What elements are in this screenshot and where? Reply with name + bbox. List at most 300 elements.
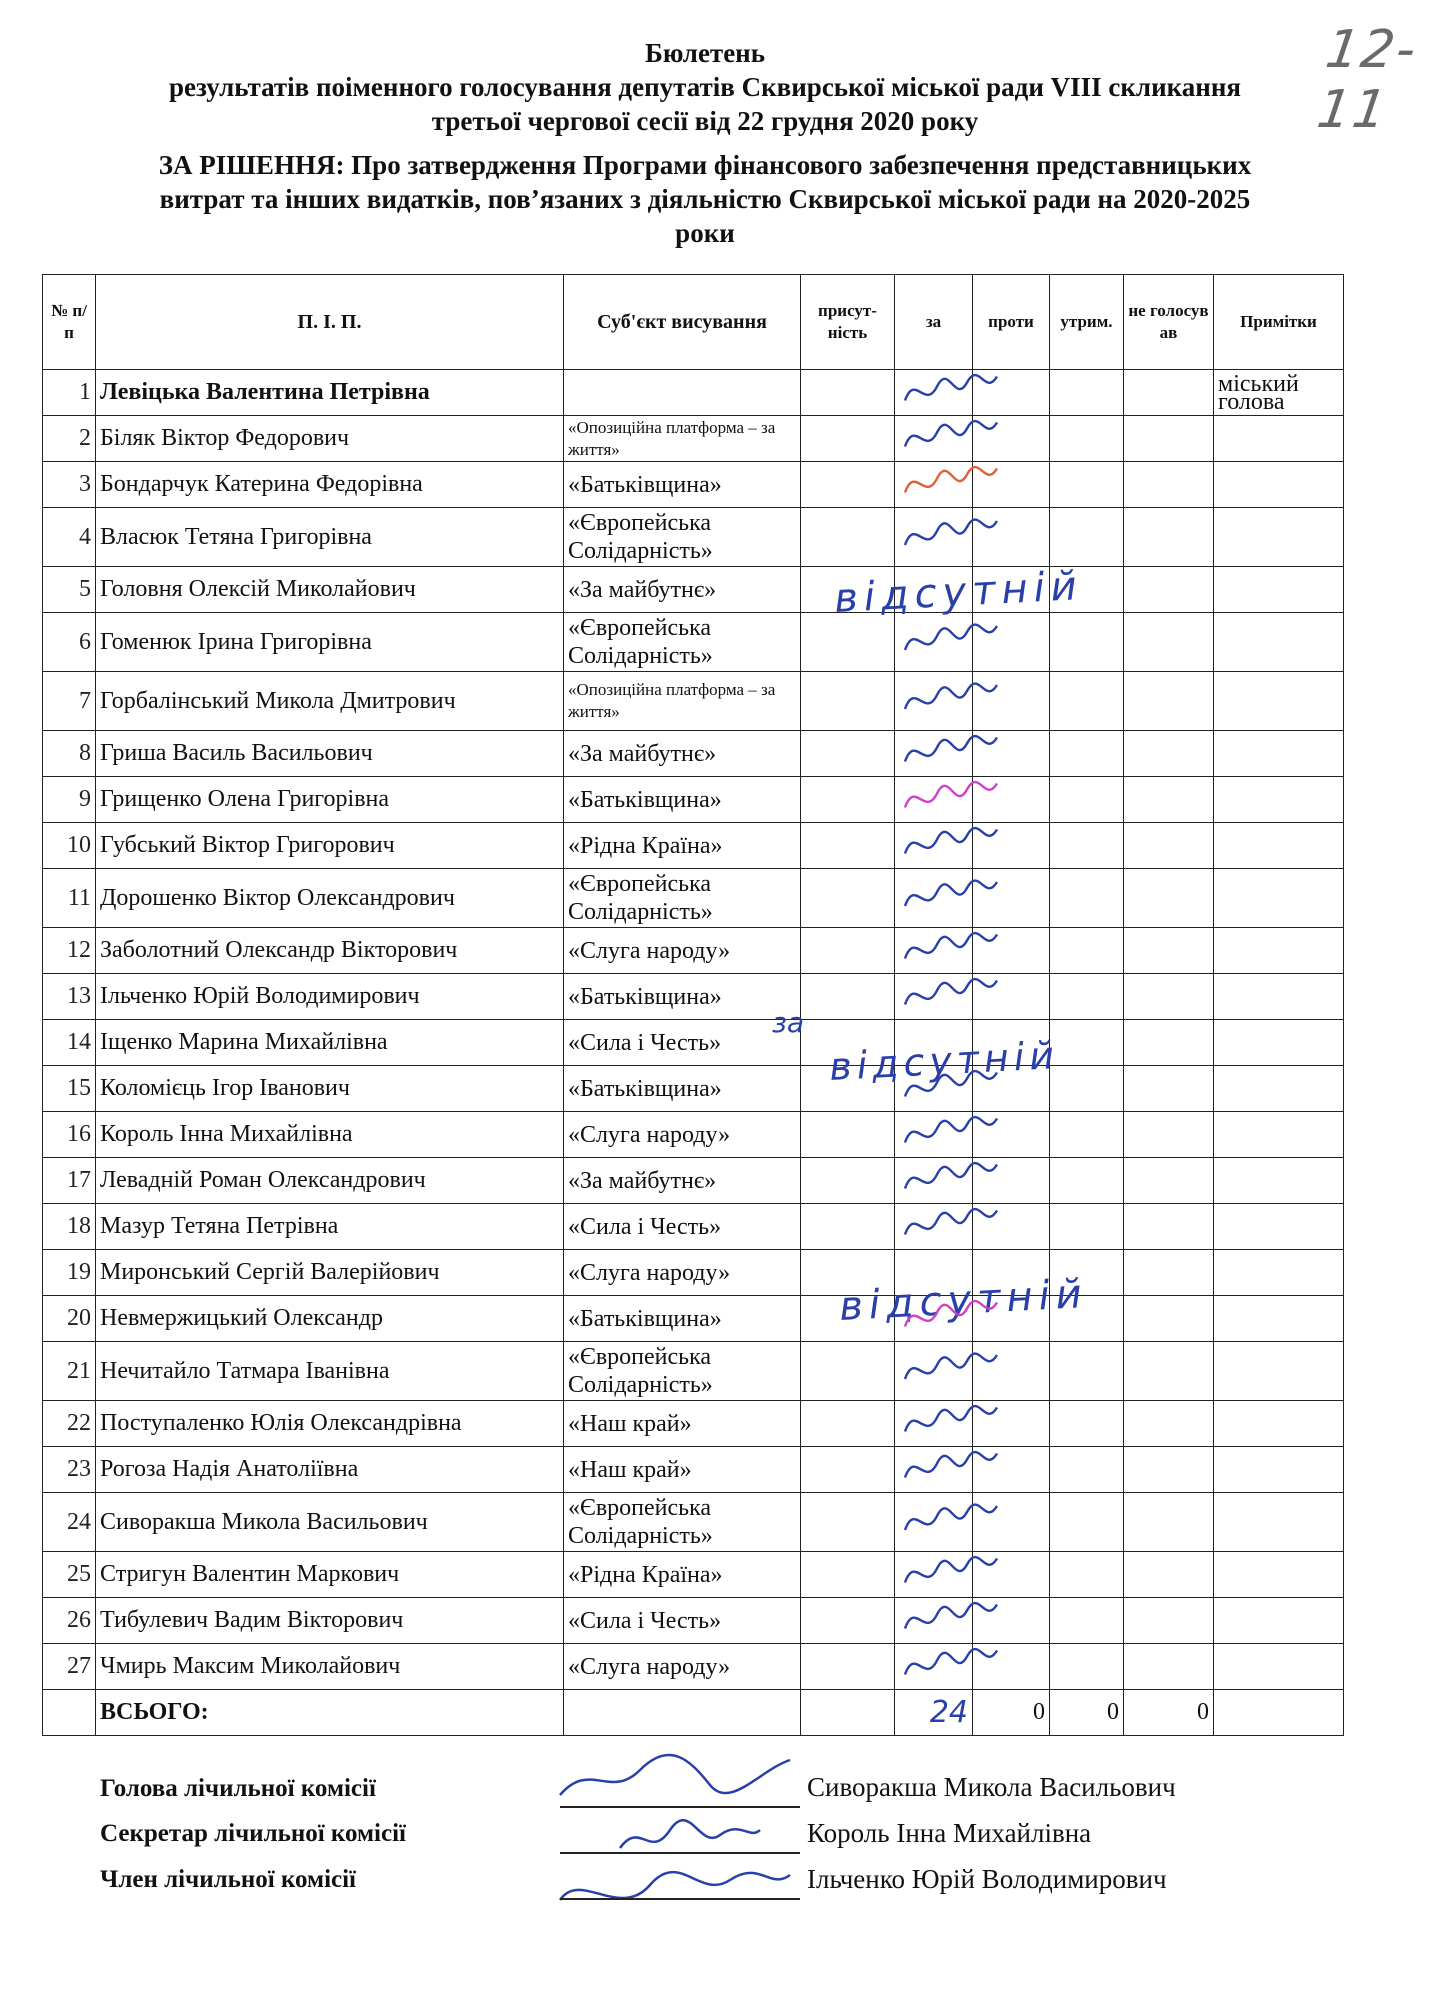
row-for bbox=[895, 1493, 973, 1552]
row-name: Горбалінський Микола Дмитрович bbox=[96, 672, 564, 731]
row-not-voted bbox=[1124, 567, 1214, 613]
row-name: Біляк Віктор Федорович bbox=[96, 416, 564, 462]
row-not-voted bbox=[1124, 869, 1214, 928]
row-not-voted bbox=[1124, 508, 1214, 567]
row-num: 14 bbox=[43, 1020, 96, 1066]
row-against bbox=[973, 1447, 1050, 1493]
row-party: «Рідна Країна» bbox=[564, 823, 801, 869]
row-num: 27 bbox=[43, 1644, 96, 1690]
row-for bbox=[895, 777, 973, 823]
row-abstain bbox=[1050, 672, 1124, 731]
row-num: 5 bbox=[43, 567, 96, 613]
row-for bbox=[895, 1598, 973, 1644]
row-party: «Європейська Солідарність» bbox=[564, 508, 801, 567]
row-party: «Слуга народу» bbox=[564, 1644, 801, 1690]
row-against bbox=[973, 462, 1050, 508]
table-row bbox=[43, 567, 1344, 613]
member-signature bbox=[560, 1872, 790, 1900]
table-row bbox=[43, 1296, 1344, 1342]
row-against bbox=[973, 928, 1050, 974]
row-note bbox=[1214, 1598, 1344, 1644]
row-abstain bbox=[1050, 1598, 1124, 1644]
row-against bbox=[973, 613, 1050, 672]
row-for bbox=[895, 1020, 973, 1066]
decision-line-1: ЗА РІШЕННЯ: Про затвердження Програми фінансового забезпечення представницьких bbox=[158, 150, 1252, 180]
row-for bbox=[895, 823, 973, 869]
row-note bbox=[1214, 416, 1344, 462]
row-name: Сиворакша Микола Васильович bbox=[96, 1493, 564, 1552]
row-abstain bbox=[1050, 1020, 1124, 1066]
row-for bbox=[895, 1296, 973, 1342]
row-note bbox=[1214, 1447, 1344, 1493]
row-abstain bbox=[1050, 1112, 1124, 1158]
table-row bbox=[43, 869, 1344, 928]
row-abstain bbox=[1050, 1644, 1124, 1690]
row-not-voted bbox=[1124, 1447, 1214, 1493]
row-abstain bbox=[1050, 1250, 1124, 1296]
row-for bbox=[895, 1250, 973, 1296]
row-not-voted bbox=[1124, 974, 1214, 1020]
table-row bbox=[43, 1493, 1344, 1552]
row-num: 7 bbox=[43, 672, 96, 731]
row-not-voted bbox=[1124, 1020, 1214, 1066]
absent-note-row5: відсутній bbox=[833, 563, 1084, 622]
row-num: 1 bbox=[43, 370, 96, 416]
row-against bbox=[973, 1296, 1050, 1342]
row-abstain bbox=[1050, 462, 1124, 508]
decision-line-2: витрат та інших видатків, пов’язаних з діяльністю Сквирської міської ради на 2020-2025 bbox=[159, 184, 1251, 214]
row-party: «Батьківщина» bbox=[564, 974, 801, 1020]
col-party: Суб'єкт висування bbox=[564, 275, 801, 370]
row-note bbox=[1214, 508, 1344, 567]
row-not-voted bbox=[1124, 1493, 1214, 1552]
decision-line-3: роки bbox=[675, 218, 735, 248]
row-name: Мазур Тетяна Петрівна bbox=[96, 1204, 564, 1250]
row-party: «Батьківщина» bbox=[564, 1296, 801, 1342]
row-present bbox=[801, 1158, 895, 1204]
table-row bbox=[43, 1112, 1344, 1158]
row-party: «Опозиційна платформа – за життя» bbox=[564, 672, 801, 731]
total-against: 0 bbox=[973, 1690, 1050, 1736]
table-row bbox=[43, 1342, 1344, 1401]
row-not-voted bbox=[1124, 1342, 1214, 1401]
row-present bbox=[801, 613, 895, 672]
row-present bbox=[801, 1644, 895, 1690]
row-note bbox=[1214, 567, 1344, 613]
row-against bbox=[973, 1112, 1050, 1158]
row-not-voted bbox=[1124, 1204, 1214, 1250]
row-not-voted bbox=[1124, 416, 1214, 462]
row-name: Бондарчук Катерина Федорівна bbox=[96, 462, 564, 508]
row-not-voted bbox=[1124, 1644, 1214, 1690]
row-party: «Слуга народу» bbox=[564, 1250, 801, 1296]
row-present bbox=[801, 370, 895, 416]
row-party: «За майбутнє» bbox=[564, 1158, 801, 1204]
total-notes bbox=[1214, 1690, 1344, 1736]
row-abstain bbox=[1050, 869, 1124, 928]
row-name: Король Інна Михайлівна bbox=[96, 1112, 564, 1158]
row-party: «Сила і Честь» bbox=[564, 1598, 801, 1644]
row-not-voted bbox=[1124, 672, 1214, 731]
table-header-row bbox=[43, 275, 1344, 370]
row-present bbox=[801, 1296, 895, 1342]
row-not-voted bbox=[1124, 731, 1214, 777]
row-abstain bbox=[1050, 1158, 1124, 1204]
row-party: «За майбутнє» bbox=[564, 567, 801, 613]
member-sign-line bbox=[560, 1898, 800, 1900]
row-present bbox=[801, 777, 895, 823]
total-num bbox=[43, 1690, 96, 1736]
row-not-voted bbox=[1124, 613, 1214, 672]
row-note bbox=[1214, 1158, 1344, 1204]
row-present bbox=[801, 1250, 895, 1296]
row-note bbox=[1214, 1020, 1344, 1066]
row-against bbox=[973, 672, 1050, 731]
col-for: за bbox=[895, 275, 973, 370]
row-party: «Європейська Солідарність» bbox=[564, 869, 801, 928]
row-name: Заболотний Олександр Вікторович bbox=[96, 928, 564, 974]
voting-table bbox=[42, 274, 1344, 1736]
row-name: Головня Олексій Миколайович bbox=[96, 567, 564, 613]
row-against bbox=[973, 823, 1050, 869]
row-note bbox=[1214, 462, 1344, 508]
row-for bbox=[895, 462, 973, 508]
chair-signature bbox=[560, 1755, 790, 1795]
row-name: Гоменюк Ірина Григорівна bbox=[96, 613, 564, 672]
col-against: проти bbox=[973, 275, 1050, 370]
row-against bbox=[973, 1401, 1050, 1447]
total-present bbox=[801, 1690, 895, 1736]
col-abstain: утрим. bbox=[1050, 275, 1124, 370]
table-row bbox=[43, 928, 1344, 974]
row-name: Ільченко Юрій Володимирович bbox=[96, 974, 564, 1020]
row-name: Миронський Сергій Валерійович bbox=[96, 1250, 564, 1296]
secretary-sign-line bbox=[560, 1852, 800, 1854]
row-note bbox=[1214, 1066, 1344, 1112]
row-num: 11 bbox=[43, 869, 96, 928]
chair-name: Сиворакша Микола Васильович bbox=[807, 1772, 1176, 1802]
row-num: 17 bbox=[43, 1158, 96, 1204]
row-party: «Європейська Солідарність» bbox=[564, 613, 801, 672]
row-note bbox=[1214, 1552, 1344, 1598]
row-name: Стригун Валентин Маркович bbox=[96, 1552, 564, 1598]
row-name: Іщенко Марина Михайлівна bbox=[96, 1020, 564, 1066]
row-against bbox=[973, 1250, 1050, 1296]
row-for bbox=[895, 613, 973, 672]
row-abstain bbox=[1050, 1204, 1124, 1250]
row-party: «Батьківщина» bbox=[564, 1066, 801, 1112]
table-row bbox=[43, 1158, 1344, 1204]
row-abstain bbox=[1050, 1401, 1124, 1447]
row-name: Губський Віктор Григорович bbox=[96, 823, 564, 869]
row-not-voted bbox=[1124, 777, 1214, 823]
chair-role: Голова лічильної комісії bbox=[100, 1775, 376, 1802]
row-for bbox=[895, 1066, 973, 1112]
row-against bbox=[973, 567, 1050, 613]
row-present bbox=[801, 416, 895, 462]
table-row bbox=[43, 613, 1344, 672]
secretary-signature bbox=[620, 1820, 760, 1848]
row-for bbox=[895, 672, 973, 731]
row-note bbox=[1214, 1401, 1344, 1447]
row-present bbox=[801, 1552, 895, 1598]
row-num: 13 bbox=[43, 974, 96, 1020]
row-not-voted bbox=[1124, 1296, 1214, 1342]
row-num: 21 bbox=[43, 1342, 96, 1401]
row-name: Невмержицький Олександр bbox=[96, 1296, 564, 1342]
table-row bbox=[43, 823, 1344, 869]
row-present bbox=[801, 672, 895, 731]
row-against bbox=[973, 1552, 1050, 1598]
row-present bbox=[801, 1112, 895, 1158]
row-against bbox=[973, 416, 1050, 462]
row-num: 24 bbox=[43, 1493, 96, 1552]
subtitle-line-3: третьої чергової сесії від 22 грудня 2020 року bbox=[431, 106, 979, 136]
row-party: «Рідна Країна» bbox=[564, 1552, 801, 1598]
total-abstain: 0 bbox=[1050, 1690, 1124, 1736]
row-abstain bbox=[1050, 1493, 1124, 1552]
row-against bbox=[973, 974, 1050, 1020]
row-num: 12 bbox=[43, 928, 96, 974]
row-party: «Європейська Солідарність» bbox=[564, 1342, 801, 1401]
row-note bbox=[1214, 823, 1344, 869]
row-present bbox=[801, 1342, 895, 1401]
row-for bbox=[895, 567, 973, 613]
row-against bbox=[973, 869, 1050, 928]
title: Бюлетень bbox=[644, 38, 766, 68]
row-num: 18 bbox=[43, 1204, 96, 1250]
absent-note-row14: відсутній bbox=[828, 1033, 1060, 1089]
total-for: 24 bbox=[895, 1690, 973, 1736]
row-note bbox=[1214, 1342, 1344, 1401]
row-not-voted bbox=[1124, 462, 1214, 508]
row-party: «Сила і Честь» bbox=[564, 1020, 801, 1066]
row-not-voted bbox=[1124, 823, 1214, 869]
table-row bbox=[43, 1447, 1344, 1493]
row-against bbox=[973, 731, 1050, 777]
row-note bbox=[1214, 1112, 1344, 1158]
row-abstain bbox=[1050, 613, 1124, 672]
row-party: «Батьківщина» bbox=[564, 462, 801, 508]
table-row bbox=[43, 508, 1344, 567]
row-note bbox=[1214, 1250, 1344, 1296]
row-abstain bbox=[1050, 508, 1124, 567]
row-party bbox=[564, 370, 801, 416]
secretary-name: Король Інна Михайлівна bbox=[807, 1818, 1092, 1848]
row-num: 8 bbox=[43, 731, 96, 777]
member-name: Ільченко Юрій Володимирович bbox=[807, 1864, 1167, 1894]
row-for bbox=[895, 1447, 973, 1493]
row-abstain bbox=[1050, 567, 1124, 613]
row-abstain bbox=[1050, 731, 1124, 777]
row-party: «Наш край» bbox=[564, 1447, 801, 1493]
row-name: Дорошенко Віктор Олександрович bbox=[96, 869, 564, 928]
row-abstain bbox=[1050, 1552, 1124, 1598]
row-for bbox=[895, 1112, 973, 1158]
table-row bbox=[43, 1204, 1344, 1250]
row-abstain bbox=[1050, 416, 1124, 462]
row-note bbox=[1214, 1644, 1344, 1690]
member-role: Член лічильної комісії bbox=[100, 1866, 357, 1893]
row-name: Поступаленко Юлія Олександрівна bbox=[96, 1401, 564, 1447]
row-present bbox=[801, 1447, 895, 1493]
row-abstain bbox=[1050, 928, 1124, 974]
row-num: 2 bbox=[43, 416, 96, 462]
row-for bbox=[895, 1342, 973, 1401]
row-for bbox=[895, 731, 973, 777]
row-not-voted bbox=[1124, 1598, 1214, 1644]
row-present bbox=[801, 1401, 895, 1447]
row-note bbox=[1214, 672, 1344, 731]
row-note: міський голова bbox=[1214, 370, 1344, 416]
row-for bbox=[895, 1644, 973, 1690]
row-present bbox=[801, 1020, 895, 1066]
row-not-voted bbox=[1124, 370, 1214, 416]
row-against bbox=[973, 1342, 1050, 1401]
table-row bbox=[43, 1644, 1344, 1690]
row-abstain bbox=[1050, 777, 1124, 823]
row-for bbox=[895, 869, 973, 928]
row-num: 4 bbox=[43, 508, 96, 567]
row-num: 22 bbox=[43, 1401, 96, 1447]
row-abstain bbox=[1050, 1447, 1124, 1493]
table-row bbox=[43, 1598, 1344, 1644]
row-num: 6 bbox=[43, 613, 96, 672]
row-not-voted bbox=[1124, 1401, 1214, 1447]
row-present bbox=[801, 974, 895, 1020]
row-not-voted bbox=[1124, 1066, 1214, 1112]
table-row bbox=[43, 370, 1344, 416]
table-row bbox=[43, 1066, 1344, 1112]
row-name: Тибулевич Вадим Вікторович bbox=[96, 1598, 564, 1644]
corner-handwritten-mark: 12-11 bbox=[1313, 20, 1422, 140]
row-note bbox=[1214, 1204, 1344, 1250]
row-present bbox=[801, 1204, 895, 1250]
row-present bbox=[801, 462, 895, 508]
row-for bbox=[895, 974, 973, 1020]
total-label: ВСЬОГО: bbox=[96, 1690, 564, 1736]
table-row bbox=[43, 1552, 1344, 1598]
row-not-voted bbox=[1124, 1250, 1214, 1296]
table-row bbox=[43, 777, 1344, 823]
row-name: Нечитайло Татмара Іванівна bbox=[96, 1342, 564, 1401]
row-party: «За майбутнє» bbox=[564, 731, 801, 777]
row-not-voted bbox=[1124, 1158, 1214, 1204]
row-party: «Сила і Честь» bbox=[564, 1204, 801, 1250]
row13-prefix: за bbox=[772, 1006, 805, 1039]
row-not-voted bbox=[1124, 928, 1214, 974]
row-against bbox=[973, 508, 1050, 567]
total-party bbox=[564, 1690, 801, 1736]
row-abstain bbox=[1050, 370, 1124, 416]
row-name: Грищенко Олена Григорівна bbox=[96, 777, 564, 823]
col-name: П. І. П. bbox=[96, 275, 564, 370]
row-for bbox=[895, 508, 973, 567]
secretary-role: Секретар лічильної комісії bbox=[100, 1820, 406, 1847]
row-party: «Опозиційна платформа – за життя» bbox=[564, 416, 801, 462]
row-name: Гриша Василь Васильович bbox=[96, 731, 564, 777]
row-name: Левіцька Валентина Петрівна bbox=[96, 370, 564, 416]
row-abstain bbox=[1050, 1296, 1124, 1342]
table-row bbox=[43, 1250, 1344, 1296]
row-note bbox=[1214, 869, 1344, 928]
row-for bbox=[895, 416, 973, 462]
row-for bbox=[895, 1401, 973, 1447]
row-abstain bbox=[1050, 1066, 1124, 1112]
table-row bbox=[43, 731, 1344, 777]
row-note bbox=[1214, 928, 1344, 974]
row-num: 20 bbox=[43, 1296, 96, 1342]
row-party: «Європейська Солідарність» bbox=[564, 1493, 801, 1552]
row-note bbox=[1214, 974, 1344, 1020]
row-abstain bbox=[1050, 823, 1124, 869]
table-row bbox=[43, 462, 1344, 508]
row-party: «Наш край» bbox=[564, 1401, 801, 1447]
row-abstain bbox=[1050, 1342, 1124, 1401]
row-against bbox=[973, 1598, 1050, 1644]
row-present bbox=[801, 1598, 895, 1644]
col-present: присут-ність bbox=[801, 275, 895, 370]
row-party: «Слуга народу» bbox=[564, 1112, 801, 1158]
row-against bbox=[973, 777, 1050, 823]
row-num: 9 bbox=[43, 777, 96, 823]
table-row bbox=[43, 1401, 1344, 1447]
row-party: «Слуга народу» bbox=[564, 928, 801, 974]
subtitle-line-2: результатів поіменного голосування депутатів Сквирської міської ради VIII скликання bbox=[168, 72, 1242, 102]
row-present bbox=[801, 823, 895, 869]
table-row bbox=[43, 1020, 1344, 1066]
document-header bbox=[40, 36, 1370, 250]
row-name: Коломієць Ігор Іванович bbox=[96, 1066, 564, 1112]
row-note bbox=[1214, 1296, 1344, 1342]
table-row bbox=[43, 672, 1344, 731]
row-num: 15 bbox=[43, 1066, 96, 1112]
row-note bbox=[1214, 613, 1344, 672]
row-against bbox=[973, 1020, 1050, 1066]
row-num: 10 bbox=[43, 823, 96, 869]
row-num: 23 bbox=[43, 1447, 96, 1493]
row-for bbox=[895, 370, 973, 416]
row-for bbox=[895, 1204, 973, 1250]
row-present bbox=[801, 508, 895, 567]
row-against bbox=[973, 1644, 1050, 1690]
row-name: Чмирь Максим Миколайович bbox=[96, 1644, 564, 1690]
row-against bbox=[973, 1158, 1050, 1204]
row-num: 3 bbox=[43, 462, 96, 508]
row-name: Левадній Роман Олександрович bbox=[96, 1158, 564, 1204]
col-num: № п/п bbox=[43, 275, 96, 370]
row-against bbox=[973, 1204, 1050, 1250]
row-for bbox=[895, 928, 973, 974]
total-row bbox=[43, 1690, 1344, 1736]
row-party: «Батьківщина» bbox=[564, 777, 801, 823]
total-not-voted: 0 bbox=[1124, 1690, 1214, 1736]
row-against bbox=[973, 1066, 1050, 1112]
row-present bbox=[801, 928, 895, 974]
absent-note-row19: відсутній bbox=[838, 1271, 1089, 1330]
chair-sign-line bbox=[560, 1806, 800, 1808]
row-note bbox=[1214, 777, 1344, 823]
row-against bbox=[973, 370, 1050, 416]
row-present bbox=[801, 1066, 895, 1112]
row-present bbox=[801, 567, 895, 613]
row-num: 25 bbox=[43, 1552, 96, 1598]
row-not-voted bbox=[1124, 1112, 1214, 1158]
row-for bbox=[895, 1158, 973, 1204]
table-row bbox=[43, 416, 1344, 462]
row-against bbox=[973, 1493, 1050, 1552]
row-present bbox=[801, 731, 895, 777]
